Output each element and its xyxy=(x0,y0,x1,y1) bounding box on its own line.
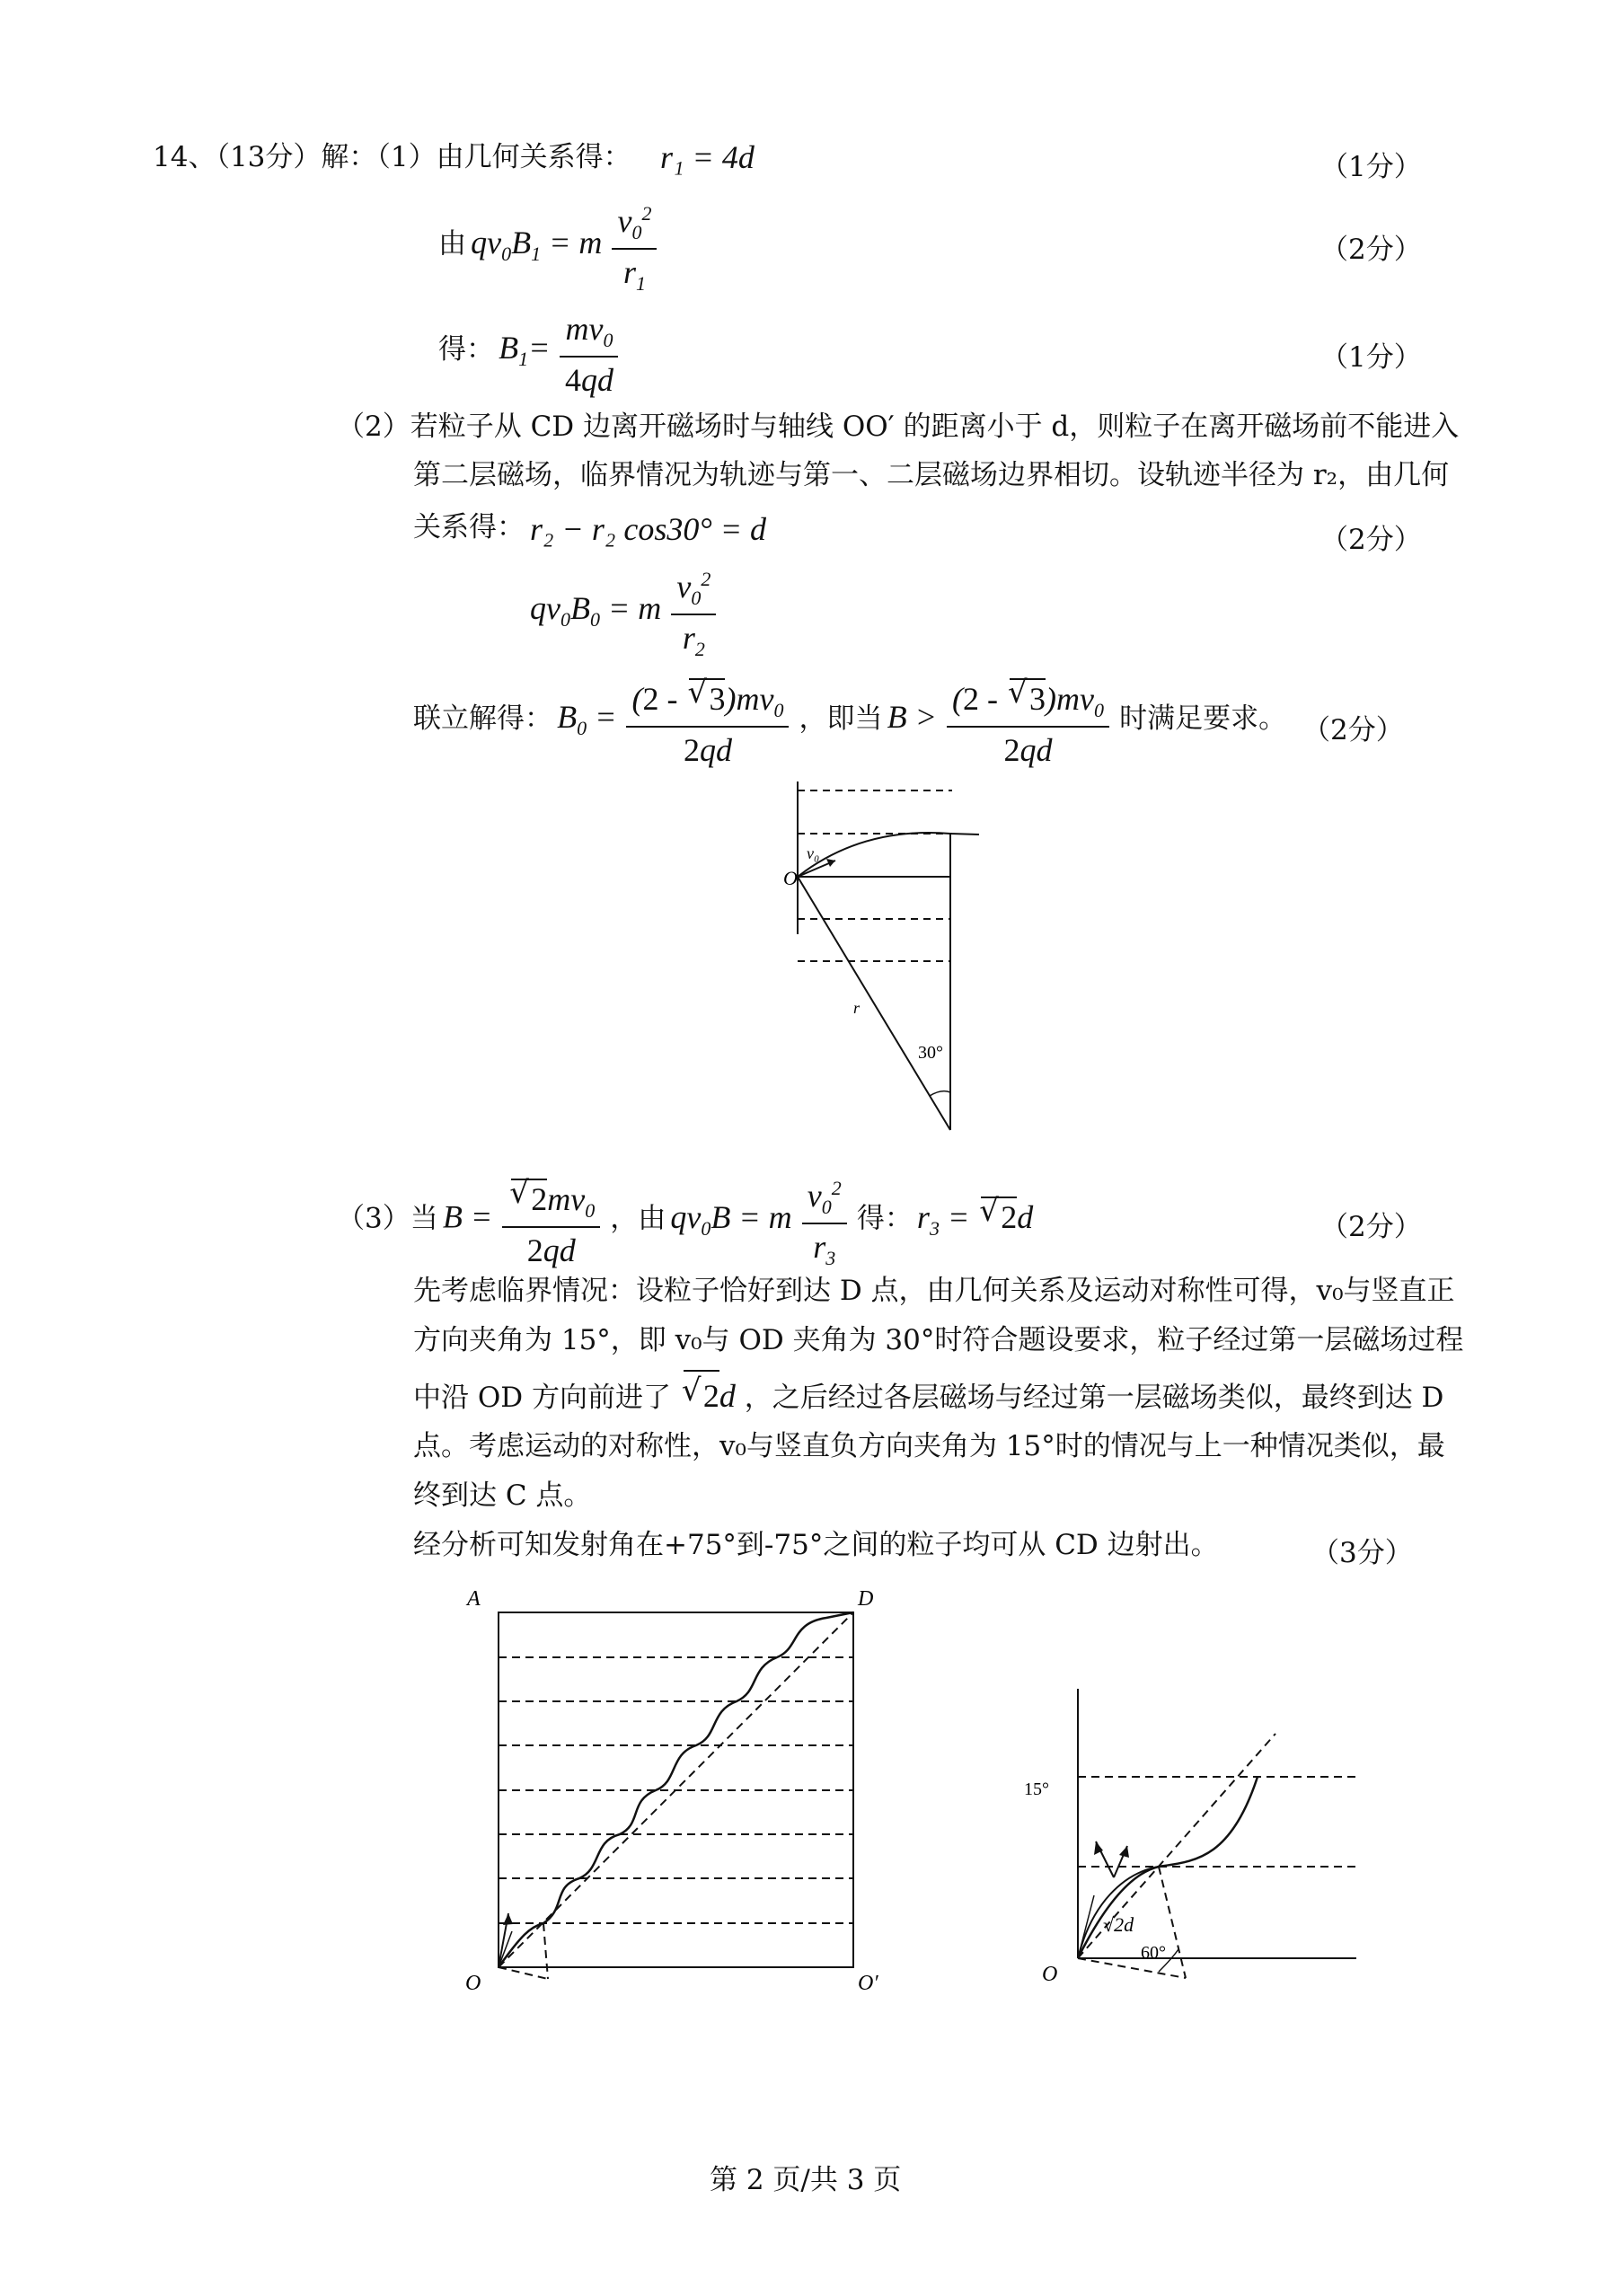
eq-B1: 得： $B_1=$ $\frac{mv_0}{4qd}$ xyxy=(438,310,623,399)
eq-r1: r₁ = 4d xyxy=(660,139,755,175)
figure-first-layer-detail xyxy=(1015,1671,1374,2003)
figure-layered-field xyxy=(449,1585,916,2008)
fig3-label-15: 15° xyxy=(1024,1779,1049,1799)
de-label: 得： xyxy=(438,333,494,366)
figure-critical-tangent xyxy=(710,773,1006,1141)
fig1-label-v0: v₀ xyxy=(807,844,820,862)
part2-line1: （2）若粒子从 CD 边离开磁场时与轴线 OO′ 的距离小于 d，则粒子在离开磁场前不能进入 xyxy=(337,411,1460,443)
eq-part3: （3）当 B = √ $\frac{2mv_0}{2qd}$ ，由 $qv_0B = m$ $\frac{v_0^2}{r_3}$ 得： $r_3$ = √ 2d xyxy=(337,1177,1033,1270)
score-3: （1分） xyxy=(1320,341,1422,374)
fig1-label-30: 30° xyxy=(918,1043,943,1063)
fig3-label-sqrt2d: √2d xyxy=(1103,1913,1134,1936)
fig1-label-O: O xyxy=(783,867,798,889)
eq-r2: r₂ − r₂ cos30° = d xyxy=(530,511,767,547)
score-1: （1分） xyxy=(1320,151,1422,183)
score-5: （2分） xyxy=(1302,714,1404,746)
shi-manzu-label: 时满足要求。 xyxy=(1119,702,1287,736)
score-7: （3分） xyxy=(1311,1537,1413,1569)
part2-line3-prefix: 关系得： xyxy=(413,511,525,543)
part3-you: ，由 xyxy=(610,1202,666,1235)
page-footer: 第 2 页/共 3 页 xyxy=(710,2164,902,2196)
p3-line5: 终到达 C 点。 xyxy=(413,1479,592,1512)
fig3-label-60: 60° xyxy=(1141,1943,1166,1963)
score-6: （2分） xyxy=(1320,1211,1422,1243)
p3-line1: 先考虑临界情况：设粒子恰好到达 D 点，由几何关系及运动对称性可得，v₀与竖直正 xyxy=(413,1275,1455,1307)
p3-line3: 中沿 OD 方向前进了 √ 2d ，之后经过各层磁场与经过第一层磁场类似，最终到达 D xyxy=(413,1370,1443,1422)
part3-prefix: （3）当 xyxy=(337,1202,438,1235)
fig2-label-O: O xyxy=(465,1972,481,1995)
p3-line3a: 中沿 OD 方向前进了 xyxy=(413,1382,671,1414)
fig2-label-D: D xyxy=(858,1587,874,1611)
jidang-label: ，即当 xyxy=(799,702,883,736)
part2-line2: 第二层磁场，临界情况为轨迹与第一、二层磁场边界相切。设轨迹半径为 r₂，由几何 xyxy=(413,459,1450,491)
fig2-label-A: A xyxy=(467,1587,481,1611)
you-label: 由 xyxy=(438,227,466,261)
eq-qv0B1: 由 $qv_0B_1 = m$ $\frac{v_0^2}{r_1}$ xyxy=(438,202,662,296)
q14-header: 14、（13分）解：（1）由几何关系得： xyxy=(153,141,631,173)
eq-qv0B0: $qv_0B_0 = m$ $\frac{v_0^2}{r_2}$ xyxy=(530,568,721,661)
fig1-label-r: r xyxy=(853,999,861,1017)
p3-line3b: ，之后经过各层磁场与经过第一层磁场类似，最终到达 D xyxy=(744,1382,1444,1414)
lianli-label: 联立解得： xyxy=(413,702,552,736)
score-2: （2分） xyxy=(1320,234,1422,266)
p3-line6: 经分析可知发射角在+75°到-75°之间的粒子均可从 CD 边射出。 xyxy=(413,1529,1219,1561)
part3-de: 得： xyxy=(856,1202,913,1235)
p3-line4: 点。考虑运动的对称性，v₀与竖直负方向夹角为 15°时的情况与上一种情况类似，最 xyxy=(413,1430,1445,1462)
fig3-label-O: O xyxy=(1042,1963,1058,1986)
score-4: （2分） xyxy=(1320,524,1422,556)
p3-line2: 方向夹角为 15°，即 v₀与 OD 夹角为 30°时符合题设要求，粒子经过第一层磁场过程 xyxy=(413,1324,1464,1356)
eq-B0: 联立解得： $B_0$ = $\frac{(2 - √ 3)mv_0}{2qd}$ ，即当 B > $\frac{(2 - √ 3)mv_0}{2qd}$ 时满足要求。 xyxy=(413,678,1286,769)
fig2-label-Oprime: O′ xyxy=(858,1972,878,1995)
